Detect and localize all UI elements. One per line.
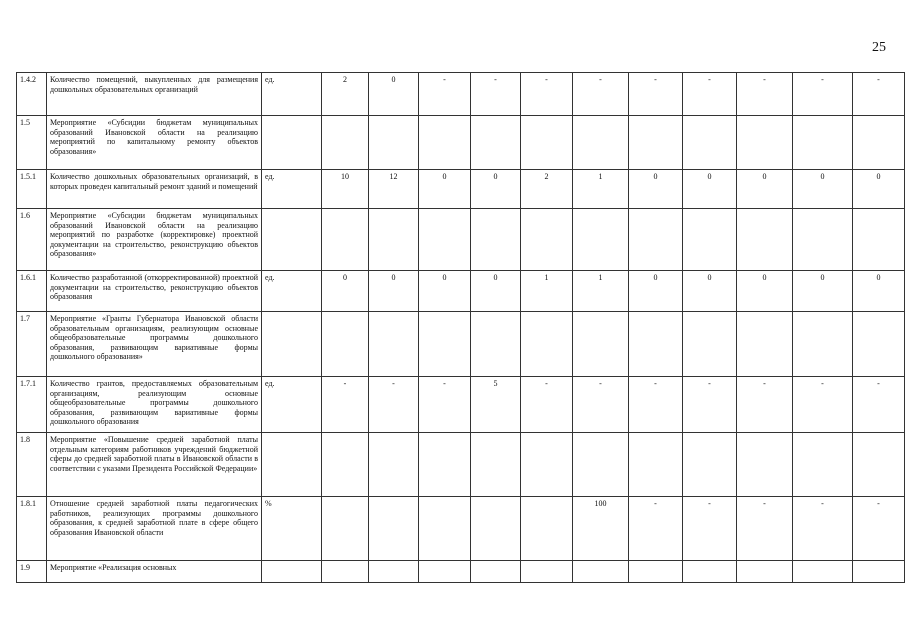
value-cell: - — [683, 73, 737, 116]
row-unit — [262, 561, 322, 583]
table-row — [17, 561, 905, 583]
value-cell — [419, 497, 471, 561]
value-cell — [322, 561, 369, 583]
table-row — [17, 170, 905, 209]
value-cell — [683, 116, 737, 170]
value-cell: - — [419, 377, 471, 433]
value-cell: 0 — [629, 170, 683, 209]
value-cell — [369, 497, 419, 561]
value-cell — [419, 209, 471, 271]
value-cell — [521, 561, 573, 583]
value-cell: 0 — [419, 271, 471, 312]
value-cell: - — [573, 73, 629, 116]
table-row — [17, 73, 905, 116]
row-description: Количество дошкольных образовательных организаций, в которых проведен капитальный ремонт зданий и помещений — [47, 170, 262, 209]
value-cell — [853, 209, 905, 271]
value-cell: - — [793, 497, 853, 561]
value-cell — [629, 561, 683, 583]
value-cell: 0 — [737, 170, 793, 209]
value-cell — [369, 312, 419, 377]
value-cell — [419, 116, 471, 170]
value-cell: - — [737, 377, 793, 433]
value-cell — [683, 209, 737, 271]
value-cell: - — [573, 377, 629, 433]
value-cell — [629, 209, 683, 271]
value-cell: - — [853, 73, 905, 116]
value-cell — [369, 433, 419, 497]
row-description: Количество грантов, предоставляемых образовательным организациям, реализующим основные общеобразовательные программы дошкольного образования, развивающим вариативные формы дошкольного образования — [47, 377, 262, 433]
value-cell — [853, 561, 905, 583]
value-cell — [471, 209, 521, 271]
row-unit — [262, 209, 322, 271]
value-cell: - — [683, 497, 737, 561]
indicators-table — [16, 72, 905, 583]
value-cell: 2 — [521, 170, 573, 209]
value-cell — [471, 497, 521, 561]
value-cell — [471, 433, 521, 497]
value-cell: 0 — [853, 271, 905, 312]
value-cell — [737, 312, 793, 377]
value-cell — [853, 116, 905, 170]
value-cell — [683, 561, 737, 583]
row-description: Мероприятие «Субсидии бюджетам муниципальных образований Ивановской области на реализацию мероприятий по капитальному ремонту объектов образования» — [47, 116, 262, 170]
value-cell — [322, 116, 369, 170]
row-description: Количество разработанной (откорректированной) проектной документации на строительство, реконструкцию объектов образования — [47, 271, 262, 312]
value-cell — [521, 312, 573, 377]
value-cell: - — [629, 497, 683, 561]
value-cell — [573, 433, 629, 497]
value-cell: 5 — [471, 377, 521, 433]
value-cell — [322, 312, 369, 377]
value-cell — [573, 116, 629, 170]
value-cell: 0 — [683, 170, 737, 209]
row-description: Мероприятие «Гранты Губернатора Ивановской области образовательным организациям, реализующим основные общеобразовательные программы дошкольного образования, развивающим вариативные формы дошкольного образования» — [47, 312, 262, 377]
value-cell: 0 — [419, 170, 471, 209]
row-unit — [262, 433, 322, 497]
value-cell — [419, 561, 471, 583]
row-unit: ед. — [262, 170, 322, 209]
row-description: Мероприятие «Реализация основных — [47, 561, 262, 583]
value-cell — [419, 433, 471, 497]
value-cell: 0 — [793, 170, 853, 209]
value-cell — [369, 209, 419, 271]
value-cell — [793, 433, 853, 497]
value-cell — [737, 561, 793, 583]
value-cell: - — [853, 497, 905, 561]
value-cell — [683, 433, 737, 497]
table-row — [17, 377, 905, 433]
value-cell: 1 — [521, 271, 573, 312]
row-unit: % — [262, 497, 322, 561]
value-cell — [471, 312, 521, 377]
value-cell: - — [793, 377, 853, 433]
row-description: Мероприятие «Повышение средней заработной платы отдельным категориям работников учреждений бюджетной сферы до средней заработной платы в Ивановской области в соответствии с указами Президента Российской Федерации» — [47, 433, 262, 497]
row-number: 1.5 — [17, 116, 47, 170]
value-cell: - — [521, 73, 573, 116]
value-cell: 0 — [322, 271, 369, 312]
value-cell — [853, 312, 905, 377]
value-cell: 0 — [737, 271, 793, 312]
row-unit — [262, 312, 322, 377]
value-cell: - — [521, 377, 573, 433]
value-cell: 0 — [471, 271, 521, 312]
value-cell — [629, 433, 683, 497]
table-row — [17, 312, 905, 377]
value-cell: 0 — [369, 73, 419, 116]
row-number: 1.4.2 — [17, 73, 47, 116]
value-cell — [629, 116, 683, 170]
row-description: Количество помещений, выкупленных для размещения дошкольных образовательных организаций — [47, 73, 262, 116]
value-cell — [683, 312, 737, 377]
value-cell: 12 — [369, 170, 419, 209]
table-row — [17, 271, 905, 312]
row-unit: ед. — [262, 271, 322, 312]
value-cell — [322, 433, 369, 497]
value-cell: 0 — [853, 170, 905, 209]
value-cell — [322, 497, 369, 561]
page-number: 25 — [872, 40, 886, 55]
value-cell — [629, 312, 683, 377]
value-cell: - — [737, 73, 793, 116]
value-cell: 0 — [471, 170, 521, 209]
value-cell: 10 — [322, 170, 369, 209]
row-unit — [262, 116, 322, 170]
value-cell: - — [419, 73, 471, 116]
value-cell: 1 — [573, 170, 629, 209]
value-cell — [521, 497, 573, 561]
value-cell — [521, 209, 573, 271]
row-description: Мероприятие «Субсидии бюджетам муниципальных образований Ивановской области на реализацию мероприятий по разработке (корректировке) проектной документации на строительство, реконструкцию объектов образования» — [47, 209, 262, 271]
value-cell — [793, 209, 853, 271]
value-cell — [853, 433, 905, 497]
value-cell — [521, 116, 573, 170]
value-cell: - — [471, 73, 521, 116]
value-cell: 100 — [573, 497, 629, 561]
value-cell — [521, 433, 573, 497]
value-cell: - — [793, 73, 853, 116]
value-cell: - — [737, 497, 793, 561]
row-unit: ед. — [262, 377, 322, 433]
value-cell — [793, 312, 853, 377]
value-cell: 2 — [322, 73, 369, 116]
value-cell: - — [369, 377, 419, 433]
value-cell: - — [629, 377, 683, 433]
table-row — [17, 116, 905, 170]
row-number: 1.5.1 — [17, 170, 47, 209]
value-cell: - — [629, 73, 683, 116]
value-cell: - — [853, 377, 905, 433]
row-number: 1.6 — [17, 209, 47, 271]
row-description: Отношение средней заработной платы педагогических работников, реализующих программы дошкольного образования, к средней заработной плате в сфере общего образования Ивановской области — [47, 497, 262, 561]
value-cell: 0 — [629, 271, 683, 312]
value-cell: - — [322, 377, 369, 433]
value-cell — [737, 116, 793, 170]
row-number: 1.6.1 — [17, 271, 47, 312]
value-cell — [737, 433, 793, 497]
row-number: 1.7.1 — [17, 377, 47, 433]
table-row — [17, 497, 905, 561]
row-number: 1.8.1 — [17, 497, 47, 561]
row-number: 1.8 — [17, 433, 47, 497]
value-cell: 0 — [793, 271, 853, 312]
value-cell — [737, 209, 793, 271]
value-cell — [419, 312, 471, 377]
row-unit: ед. — [262, 73, 322, 116]
table-row — [17, 209, 905, 271]
value-cell — [369, 561, 419, 583]
value-cell — [471, 561, 521, 583]
value-cell — [471, 116, 521, 170]
table-row — [17, 433, 905, 497]
value-cell — [793, 561, 853, 583]
value-cell — [369, 116, 419, 170]
value-cell: 0 — [369, 271, 419, 312]
row-number: 1.9 — [17, 561, 47, 583]
value-cell — [573, 312, 629, 377]
value-cell: 1 — [573, 271, 629, 312]
row-number: 1.7 — [17, 312, 47, 377]
value-cell — [322, 209, 369, 271]
value-cell — [573, 209, 629, 271]
value-cell: - — [683, 377, 737, 433]
value-cell — [573, 561, 629, 583]
value-cell — [793, 116, 853, 170]
value-cell: 0 — [683, 271, 737, 312]
